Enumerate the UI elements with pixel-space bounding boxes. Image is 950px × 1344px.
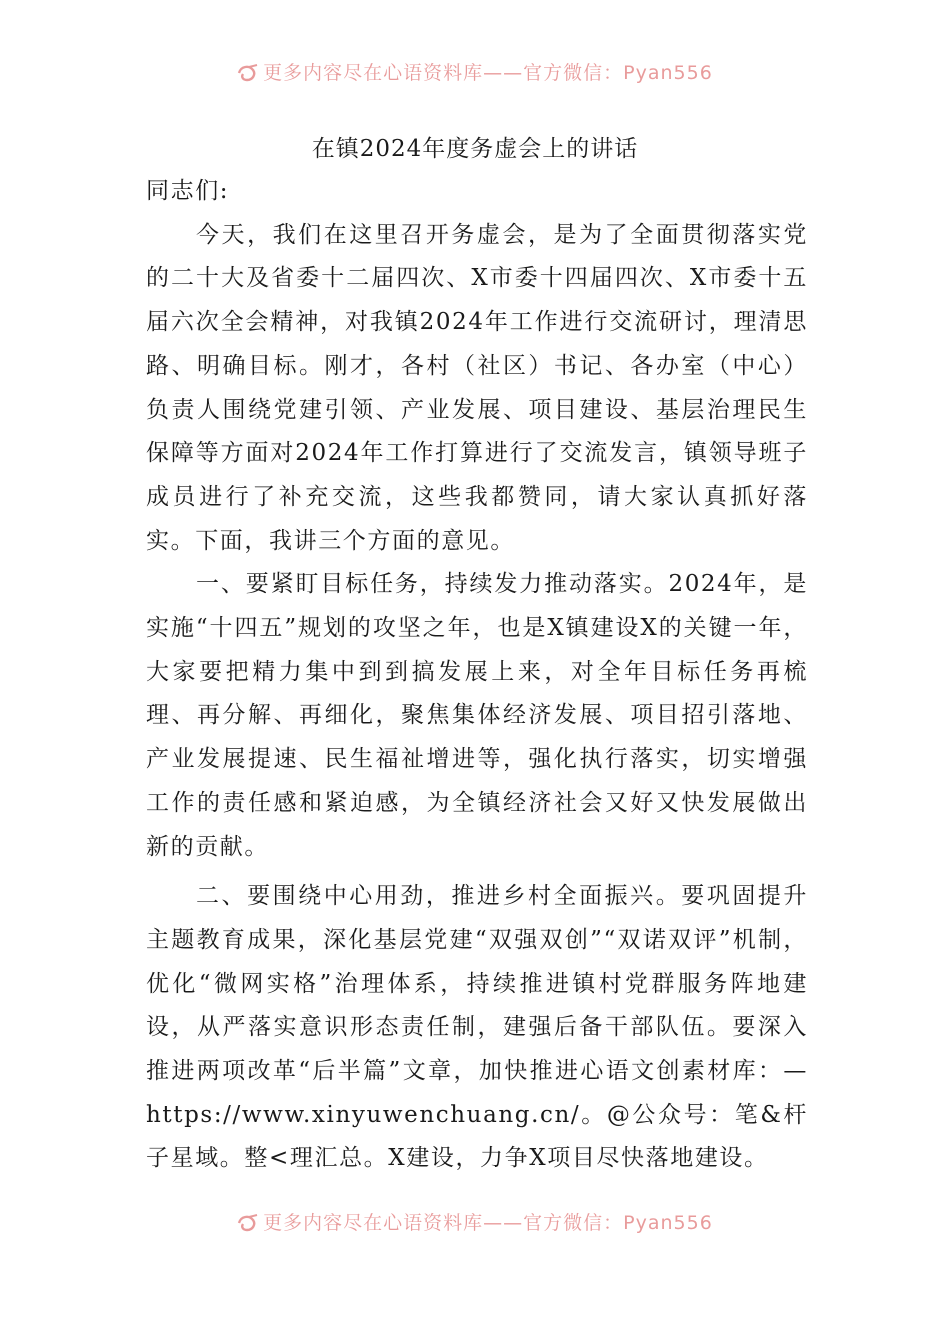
watermark-footer: [0, 1208, 950, 1234]
paragraph-intro: 今天，我们在这里召开务虚会，是为了全面贯彻落实党的二十大及省委十二届四次、X市委十四届四次、X市委十五届六次全会精神，对我镇2024年工作进行交流研讨，理清思路、明确目标。刚才，各村（社区）书记、各办室（中心）负责人围绕党建引领、产业发展、项目建设、基层治理民生保障等方面对2024年工作打算进行了交流发言，镇领导班子成员进行了补充交流，这些我都赞同，请大家认真抓好落实。下面，我讲三个方面的意见。: [146, 221, 808, 554]
document-title: 在镇2024年度务虚会上的讲话: [311, 136, 639, 162]
logo-icon: [237, 64, 259, 82]
paragraph-section-two: 二、要围绕中心用劲，推进乡村全面振兴。要巩固提升主题教育成果，深化基层党建“双强双创”“双诺双评”机制，优化“微网实格”治理体系，持续推进镇村党群服务阵地建设，从严落实意识形态责任制，建强后备干部队伍。要深入推进两项改革“后半篇”文章，加快推进心语文创素材库：—https://www.xinyuwenchuang.cn/。@公众号：笔&杆子星域。整<理汇总。X建设，力争X项目尽快落地建设。: [146, 883, 808, 1172]
paragraph-section-one: 一、要紧盯目标任务，持续发力推动落实。2024年，是实施“十四五”规划的攻坚之年，也是X镇建设X的关键一年，大家要把精力集中到到搞发展上来，对全年目标任务再梳理、再分解、再细化，聚焦集体经济发展、项目招引落地、产业发展提速、民生福祉增进等，强化执行落实，切实增强工作的责任感和紧迫感，为全镇经济社会又好又快发展做出新的贡献。: [146, 571, 808, 860]
watermark-text: 更多内容尽在心语资料库——官方微信：Pyan556: [263, 1212, 713, 1234]
greeting: 同志们:: [146, 178, 230, 204]
logo-icon: [237, 1214, 259, 1232]
watermark-text: 更多内容尽在心语资料库——官方微信：Pyan556: [263, 62, 713, 84]
watermark-header: [0, 58, 950, 84]
document-body: [146, 170, 808, 1181]
